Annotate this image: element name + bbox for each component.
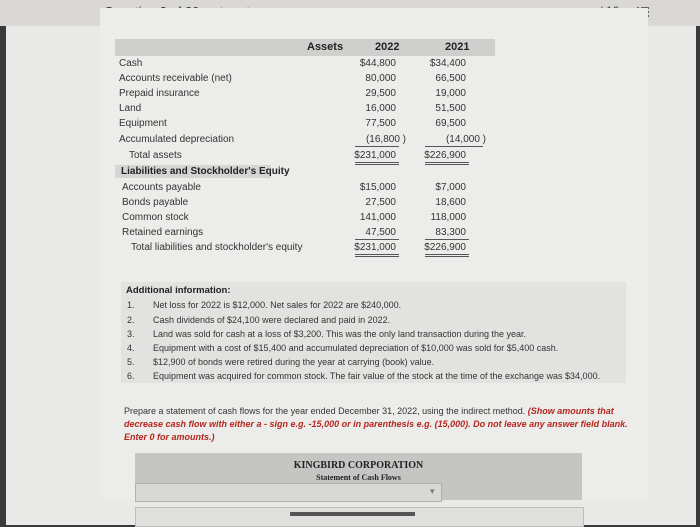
row-label-ap: Accounts payable bbox=[122, 182, 201, 193]
value-2022: $44,800 bbox=[359, 58, 396, 69]
value-2021: $226,900 bbox=[424, 150, 466, 161]
row-label-common-stock: Common stock bbox=[122, 212, 189, 223]
company-name: KINGBIRD CORPORATION bbox=[293, 460, 424, 471]
value-2022: $15,000 bbox=[359, 182, 396, 193]
value-2021: 19,000 bbox=[435, 88, 466, 99]
value-2021: $34,400 bbox=[429, 58, 466, 69]
value-2021: 83,300 bbox=[435, 227, 466, 238]
list-item-number: 1. bbox=[127, 300, 135, 310]
list-item: Cash dividends of $24,100 were declared and paid in 2022. bbox=[153, 315, 391, 325]
value-2022: $231,000 bbox=[354, 242, 396, 253]
statement-line-input[interactable] bbox=[135, 507, 584, 527]
list-item: Land was sold for cash at a loss of $3,200. This was the only land transaction during the year. bbox=[153, 329, 527, 339]
value-2022: (16,800 ) bbox=[365, 134, 406, 145]
double-underline bbox=[355, 254, 399, 255]
row-label-cash: Cash bbox=[119, 58, 143, 69]
value-2021: $7,000 bbox=[435, 182, 466, 193]
value-2022: $231,000 bbox=[354, 150, 396, 161]
scroll-indicator[interactable] bbox=[290, 512, 415, 516]
col-header-2022: 2022 bbox=[375, 41, 400, 53]
additional-info-title: Additional information: bbox=[126, 285, 231, 296]
list-item: Equipment with a cost of $15,400 and accumulated depreciation of $10,000 was sold for $5,400 cash. bbox=[153, 343, 559, 353]
value-2022: 27,500 bbox=[365, 197, 396, 208]
liabilities-heading: Liabilities and Stockholder's Equity bbox=[121, 166, 290, 177]
chevron-down-icon: ▾ bbox=[430, 486, 435, 496]
instructions-red: (Show amounts that bbox=[527, 406, 614, 416]
list-item-number: 5. bbox=[127, 357, 135, 367]
double-underline bbox=[355, 256, 399, 257]
value-2022: 77,500 bbox=[365, 118, 396, 129]
row-label-prepaid: Prepaid insurance bbox=[119, 88, 200, 99]
statement-title: Statement of Cash Flows bbox=[316, 473, 401, 482]
list-item-number: 3. bbox=[127, 329, 135, 339]
row-label-accum-dep: Accumulated depreciation bbox=[119, 134, 235, 145]
list-item-number: 6. bbox=[127, 371, 135, 381]
statement-line-dropdown[interactable] bbox=[135, 483, 442, 502]
list-item: $12,900 of bonds were retired during the year at carrying (book) value. bbox=[153, 357, 435, 367]
value-2021: 18,600 bbox=[435, 197, 466, 208]
double-underline bbox=[355, 164, 399, 165]
row-label-bonds: Bonds payable bbox=[122, 197, 189, 208]
value-2022: 141,000 bbox=[359, 212, 396, 223]
value-2021: 69,500 bbox=[435, 118, 466, 129]
list-item-number: 4. bbox=[127, 343, 135, 353]
row-label-land: Land bbox=[119, 103, 142, 114]
col-header-2021: 2021 bbox=[445, 41, 470, 53]
row-label-total-assets: Total assets bbox=[129, 150, 182, 161]
value-2021: $226,900 bbox=[424, 242, 466, 253]
row-label-total-liab: Total liabilities and stockholder's equity bbox=[131, 242, 303, 253]
underline bbox=[355, 239, 399, 240]
double-underline bbox=[425, 162, 469, 163]
value-2021: 118,000 bbox=[430, 212, 466, 223]
col-header-assets: Assets bbox=[307, 41, 344, 53]
table-header-band bbox=[115, 39, 495, 56]
value-2022: 29,500 bbox=[365, 88, 396, 99]
list-item-number: 2. bbox=[127, 315, 135, 325]
underline bbox=[355, 146, 399, 147]
row-label-equipment: Equipment bbox=[119, 118, 167, 129]
double-underline bbox=[425, 254, 469, 255]
value-2022: 16,000 bbox=[365, 103, 396, 114]
instructions-line-3: Enter 0 for amounts.) bbox=[124, 432, 215, 442]
instructions-line-2: decrease cash flow with either a - sign e.g. -15,000 or in parenthesis e.g. (15,000). Do not leave any answer field blank. bbox=[124, 419, 628, 429]
row-label-retained: Retained earnings bbox=[122, 227, 204, 238]
value-2021: 51,500 bbox=[435, 103, 466, 114]
value-2021: (14,000 ) bbox=[445, 134, 486, 145]
double-underline bbox=[425, 164, 469, 165]
row-label-ar: Accounts receivable (net) bbox=[119, 73, 232, 84]
double-underline bbox=[355, 162, 399, 163]
instructions-plain: Prepare a statement of cash flows for the year ended December 31, 2022, using the indirect method. bbox=[124, 406, 526, 416]
value-2022: 47,500 bbox=[365, 227, 396, 238]
value-2022: 80,000 bbox=[365, 73, 396, 84]
instructions-line-1 bbox=[124, 406, 614, 416]
list-item: Net loss for 2022 is $12,000. Net sales for 2022 are $240,000. bbox=[153, 300, 402, 310]
underline bbox=[425, 239, 469, 240]
underline bbox=[425, 146, 483, 147]
value-2021: 66,500 bbox=[435, 73, 466, 84]
list-item: Equipment was acquired for common stock. The fair value of the stock at the time of the exchange was $34,000. bbox=[153, 371, 601, 381]
double-underline bbox=[425, 256, 469, 257]
